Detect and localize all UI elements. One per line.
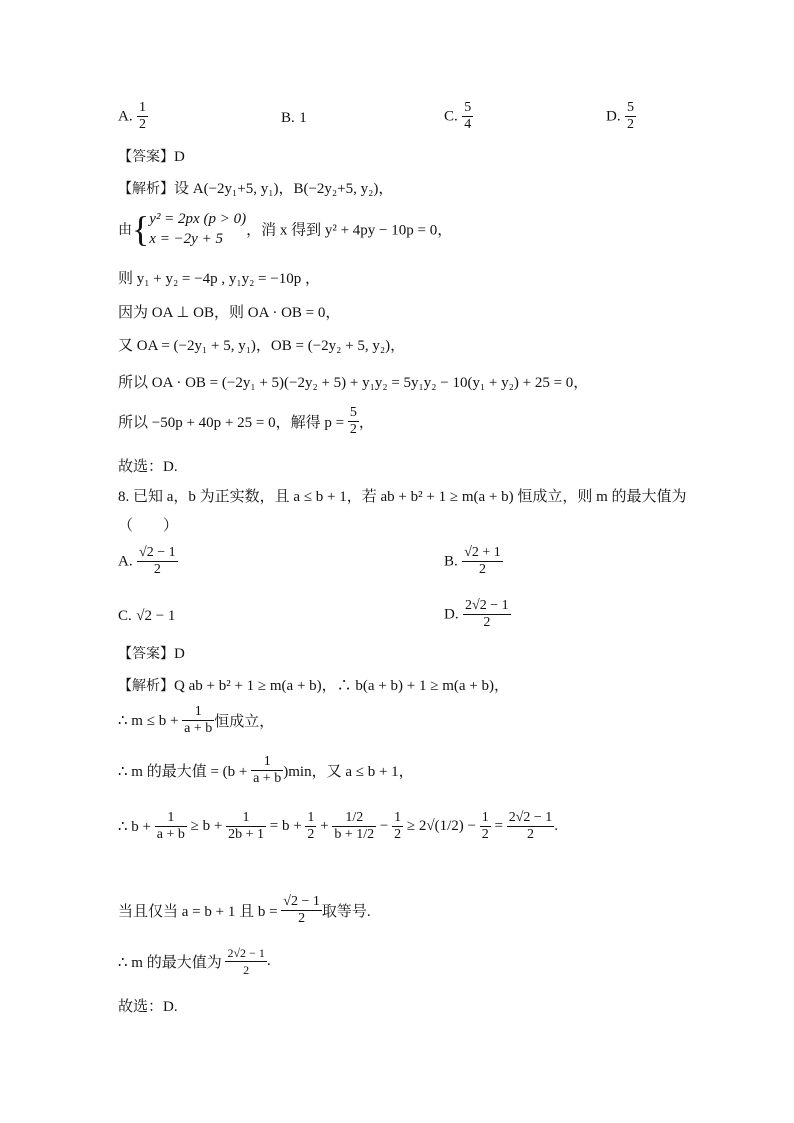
- q7-answer: 【答案】D: [118, 149, 185, 165]
- q7-analysis-line5: 又 OA = (−2y₁ + 5, y₁)，OB = (−2y₂ + 5, y₂)，: [118, 338, 406, 354]
- q7-option-b: B. 1: [281, 110, 307, 126]
- q7-option-a: [118, 100, 148, 133]
- q7-analysis-line6: 所以 OA · OB = (−2y₁ + 5)(−2y₂ + 5) + y₁y₂ = 5y₁y₂ − 10(y₁ + y₂) + 25 = 0，: [118, 375, 589, 391]
- option-letter: A.: [118, 108, 133, 125]
- q7-analysis-line1: 【解析】设 A(−2y₁+5, y₁)，B(−2y₂+5, y₂)，: [118, 181, 394, 197]
- q8-analysis-line6: ∴ m 的最大值为 $\frac{2√2 - 1}{2}$ .: [118, 946, 271, 977]
- q8-option-c: C. √2 − 1: [118, 608, 176, 624]
- equation-system: y² = 2px (p > 0) x = −2y + 5: [149, 211, 247, 247]
- q8-conclusion: 故选：D.: [118, 999, 178, 1015]
- q8-stem: 8. 已知 a，b 为正实数，且 a ≤ b + 1，若 ab + b² + 1 ≥ m(a + b) 恒成立，则 m 的最大值为: [118, 489, 687, 505]
- q7-option-c: C. $\frac{5}{4}$: [444, 100, 472, 132]
- q8-analysis-line1: 【解析】Q ab + b² + 1 ≥ m(a + b)，∴ b(a + b) + 1 ≥ m(a + b)，: [118, 678, 509, 694]
- q7-conclusion: 故选：D.: [118, 459, 178, 475]
- q8-analysis-line3: ∴ m 的最大值 = (b + $\frac{1}{a + b}$ )min，又 a ≤ b + 1，: [118, 754, 414, 786]
- q7-option-d: D. $\frac{5}{2}$: [606, 100, 635, 132]
- q8-option-a: A. $\frac{√2 - 1}{2}$: [118, 545, 176, 577]
- q7-analysis-line2: 由{ y² = 2px (p > 0) x = −2y + 5 ，消 x 得到 y² + 4py − 10p = 0，: [118, 209, 453, 249]
- q8-analysis-line5: 当且仅当 a = b + 1 且 b = $\frac{√2 - 1}{2}$ 取等号.: [118, 894, 371, 926]
- q7-analysis-line7: 所以 −50p + 40p + 25 = 0，解得 p = $\frac{5}{2}$ ，: [118, 405, 374, 437]
- option-fraction: $\frac{1}{2}$: [139, 100, 147, 132]
- q7-analysis-line4: 因为 OA ⊥ OB，则 OA · OB = 0，: [118, 305, 341, 321]
- q8-paren: （ ）: [118, 518, 179, 534]
- left-brace: {: [132, 209, 150, 249]
- q8-analysis-line4: ∴ b + $\frac{1}{a + b}$ ≥ b + $\frac{1}{2b + 1}$ = b + $\frac{1}{2}$ + $\frac{1/2}{b + 1/2}$ − $\frac{1}{2}$ ≥ 2√(1/2) − $\frac{1}{2}$ = $\frac{2√2 - 1}{2}$ .: [118, 810, 559, 842]
- q8-option-d: D. $\frac{2√2 - 1}{2}$: [444, 598, 509, 630]
- q8-option-b: B. $\frac{√2 + 1}{2}$: [444, 545, 501, 577]
- q7-analysis-line3: 则 y₁ + y₂ = −4p , y₁y₂ = −10p ，: [118, 271, 320, 287]
- q8-answer: 【答案】D: [118, 646, 185, 662]
- q8-analysis-line2: ∴ m ≤ b + $\frac{1}{a + b}$ 恒成立，: [118, 704, 275, 736]
